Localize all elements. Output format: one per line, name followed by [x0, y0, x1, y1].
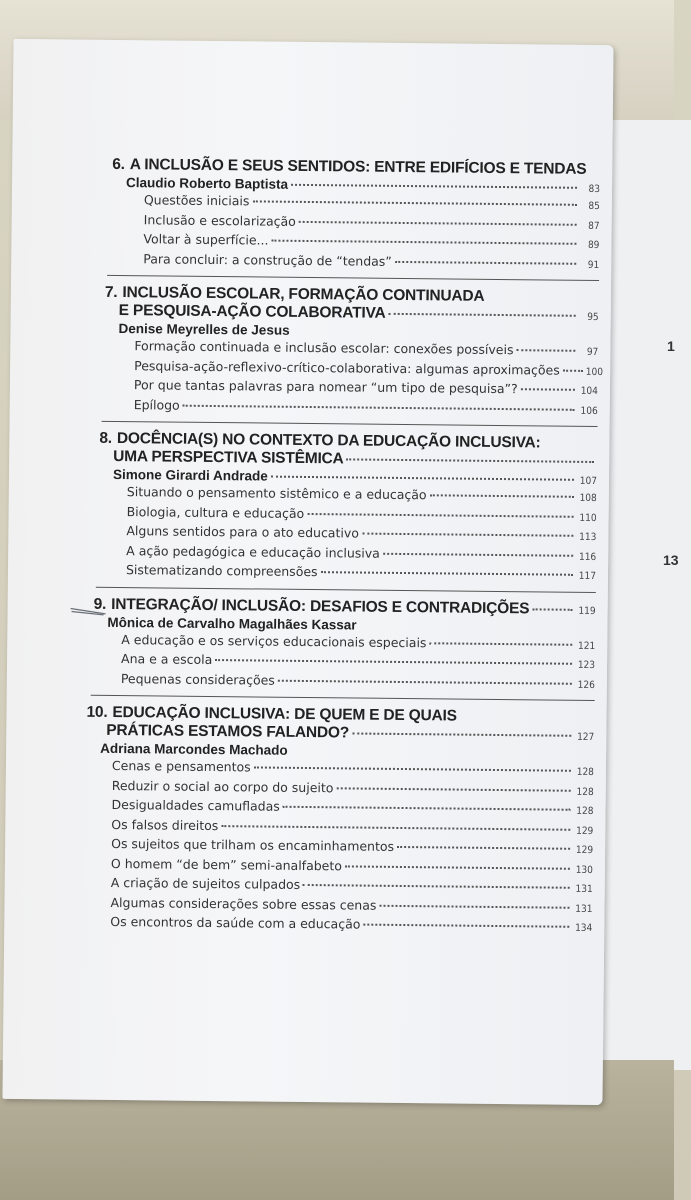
- entry-title: Questões iniciais: [143, 192, 250, 209]
- page-number: 119: [578, 605, 596, 617]
- chapter-10: [72, 704, 594, 938]
- dot-leader: [352, 732, 571, 736]
- chapter-author: Mônica de Carvalho Magalhães Kassar: [107, 614, 357, 633]
- entry-title: Os falsos direitos: [111, 816, 219, 833]
- page-number: 113: [579, 531, 597, 544]
- dot-leader: [303, 884, 570, 889]
- page-number: 83: [588, 183, 601, 196]
- page-number: 129: [576, 825, 594, 837]
- page-number: 106: [580, 405, 598, 417]
- dot-leader: [221, 825, 570, 831]
- page-number: 91: [587, 259, 600, 271]
- page-number: 85: [588, 200, 600, 213]
- dot-leader: [363, 924, 569, 928]
- page-number: 104: [580, 385, 598, 398]
- dot-leader: [278, 679, 572, 684]
- chapter-title: A INCLUSÃO E SEUS SENTIDOS: ENTRE EDIFÍCIOS E TENDAS: [129, 156, 587, 178]
- page-number: 116: [578, 551, 597, 563]
- entry-title: A educação e os serviços educacionais especiais: [121, 631, 427, 650]
- entry-title: Inclusão e escolarização: [143, 211, 296, 229]
- chapter-number: 8.: [99, 429, 113, 447]
- entry-title: A ação pedagógica e educação inclusiva: [126, 542, 380, 561]
- dot-leader: [429, 642, 572, 645]
- toc-entry: [84, 913, 592, 938]
- chapter-number: 7.: [104, 283, 118, 301]
- entry-title: Os sujeitos que trilham os encaminhamentos: [111, 835, 395, 854]
- page-number: 110: [579, 512, 597, 524]
- dot-leader: [383, 552, 573, 556]
- dot-leader: [336, 787, 570, 791]
- page-number: 131: [575, 903, 593, 915]
- dot-leader: [254, 766, 571, 771]
- entry-title: Por que tantas palavras para nomear “um tipo de pesquisa”?: [133, 377, 518, 397]
- dot-leader: [345, 865, 570, 869]
- entry-title: Pequenas considerações: [120, 670, 275, 688]
- page-number: 107: [579, 475, 598, 488]
- page-number: 87: [588, 220, 600, 232]
- dot-leader: [347, 458, 595, 463]
- chapter-6: [79, 156, 600, 274]
- page-number: 128: [576, 805, 594, 818]
- dot-leader: [532, 608, 572, 610]
- dot-leader: [521, 388, 575, 391]
- entry-title: Ana e a escola: [121, 651, 213, 668]
- entry-title: Biologia, cultura e educação: [126, 503, 305, 521]
- entry-title: Para concluir: a construção de “tendas”: [143, 250, 392, 269]
- page-number: 127: [577, 731, 595, 744]
- entry-title: Os encontros da saúde com a educação: [110, 913, 361, 932]
- entry-title: Cenas e pensamentos: [111, 757, 251, 775]
- entry-title: O homem “de bem” semi-analfabeto: [110, 855, 343, 873]
- section-divider: [107, 275, 599, 281]
- page-number: 130: [575, 864, 593, 876]
- section-divider: [96, 586, 596, 592]
- dot-leader: [563, 369, 583, 371]
- chapter-title: EDUCAÇÃO INCLUSIVA: DE QUEM E DE QUAIS: [112, 703, 457, 725]
- page-number: 121: [578, 640, 596, 652]
- dot-leader: [397, 846, 570, 850]
- entry-title: Formação continuada e inclusão escolar: conexões possíveis: [134, 338, 514, 358]
- chapter-number: 10.: [86, 703, 108, 721]
- section-divider: [91, 695, 595, 701]
- book-page: [2, 39, 613, 1105]
- page-number: 123: [577, 659, 596, 672]
- page-number: 117: [578, 570, 597, 583]
- dot-leader: [291, 184, 577, 189]
- entry-title: Pesquisa-ação-reflexivo-crítico-colaborativa: algumas aproximações: [134, 357, 560, 378]
- page-number: 131: [575, 883, 593, 895]
- page-number: 126: [577, 679, 595, 691]
- entry-title: Algumas considerações sobre essas cenas: [110, 894, 377, 913]
- dot-leader: [379, 904, 569, 908]
- chapter-7: [78, 283, 604, 420]
- chapter-number: 9.: [93, 595, 107, 613]
- entry-title: Reduzir o social ao corpo do sujeito: [111, 777, 334, 795]
- dot-leader: [395, 260, 576, 264]
- dot-leader: [321, 571, 573, 576]
- chapter-title: UMA PERSPECTIVA SISTÊMICA: [113, 447, 344, 468]
- toc-entry: [104, 395, 598, 420]
- chapter-title: PRÁTICAS ESTAMOS FALANDO?: [106, 721, 350, 742]
- chapter-author: Simone Girardi Andrade: [112, 466, 268, 484]
- entry-title: Desigualdades camufladas: [111, 796, 280, 814]
- page-number: 128: [576, 766, 594, 779]
- page-number: 128: [576, 786, 594, 798]
- dot-leader: [430, 494, 574, 498]
- entry-title: A criação de sujeitos culpados: [110, 874, 301, 892]
- chapter-8: [76, 430, 598, 586]
- chapter-title: INTEGRAÇÃO/ INCLUSÃO: DESAFIOS E CONTRADIÇÕES: [111, 595, 530, 617]
- entry-title: Situando o pensamento sistêmico e a educação: [126, 484, 427, 503]
- dot-leader: [252, 200, 576, 205]
- next-page-edge: [600, 120, 691, 1070]
- page-number: 89: [587, 239, 600, 252]
- next-page-fragment: 1: [667, 338, 675, 354]
- chapter-number: 6.: [112, 155, 125, 174]
- dot-leader: [215, 659, 572, 665]
- next-page-fragment: 13: [663, 552, 679, 568]
- chapter-author: Adriana Marcondes Machado: [100, 740, 288, 758]
- dot-leader: [183, 404, 575, 410]
- dot-leader: [362, 533, 573, 537]
- page-number: 134: [575, 922, 593, 934]
- dot-leader: [272, 240, 577, 245]
- chapter-author: Denise Meyrelles de Jesus: [118, 321, 290, 338]
- chapter-author: Claudio Roberto Baptista: [125, 175, 289, 192]
- entry-title: Epílogo: [133, 396, 180, 413]
- pen-mark-icon: [70, 606, 108, 616]
- chapter-9: [75, 595, 596, 694]
- entry-title: Alguns sentidos para o ato educativo: [126, 523, 360, 541]
- chapter-title: INCLUSÃO ESCOLAR, FORMAÇÃO CONTINUADA: [122, 284, 485, 305]
- dot-leader: [299, 220, 577, 225]
- toc-entry: [93, 669, 595, 694]
- section-divider: [102, 421, 598, 427]
- dot-leader: [283, 806, 571, 811]
- toc-entry: [111, 249, 599, 274]
- dot-leader: [271, 476, 574, 481]
- chapter-title: E PESQUISA-AÇÃO COLABORATIVA: [118, 302, 386, 322]
- page-number: 129: [575, 844, 594, 857]
- entry-title: Voltar à superfície...: [143, 231, 269, 248]
- table-of-contents: [72, 155, 604, 938]
- page-number: 97: [586, 346, 599, 359]
- dot-leader: [307, 512, 573, 517]
- entry-title: Sistematizando compreensões: [125, 562, 318, 580]
- page-number: 108: [579, 492, 597, 505]
- page-number: 95: [587, 311, 599, 324]
- chapter-title: DOCÊNCIA(S) NO CONTEXTO DA EDUCAÇÃO INCLUSIVA:: [116, 429, 541, 452]
- dot-leader: [389, 313, 576, 317]
- dot-leader: [517, 349, 576, 352]
- toc-entry: [98, 561, 596, 586]
- page-number: 100: [585, 366, 604, 378]
